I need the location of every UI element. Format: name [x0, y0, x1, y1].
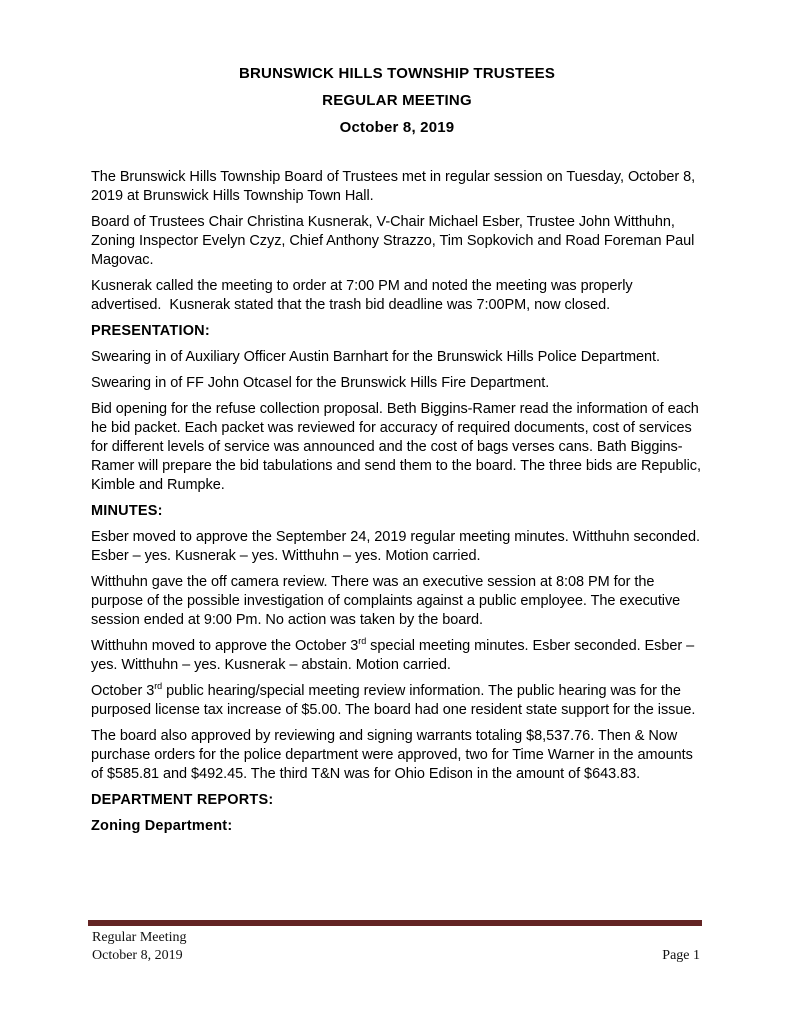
- document-body: [91, 168, 703, 836]
- public-hearing-paragraph: October 3rd public hearing/special meeting review information. The public hearing was for the purposed license tax increase of $5.00. The board had one resident state support for the issue.: [91, 681, 696, 718]
- title-line-date: October 8, 2019: [339, 119, 455, 136]
- page-footer: [88, 920, 702, 964]
- september-minutes-paragraph: Esber moved to approve the September 24, 2019 regular meeting minutes. Witthuhn seconded. Esber – yes. Kusnerak – yes. Witthuhn – yes. Motion carried.: [91, 529, 704, 564]
- footer-row: [88, 926, 702, 964]
- title-line-meeting-type: REGULAR MEETING: [322, 92, 472, 109]
- footer-left: [92, 929, 186, 964]
- minutes-heading: MINUTES:: [91, 503, 163, 519]
- swearing-fire-paragraph: Swearing in of FF John Otcasel for the Brunswick Hills Fire Department.: [91, 375, 550, 391]
- department-reports-heading: DEPARTMENT REPORTS:: [91, 792, 274, 808]
- footer-meeting-type: Regular Meeting: [92, 930, 187, 945]
- off-camera-review-paragraph: Witthuhn gave the off camera review. There was an executive session at 8:08 PM for the purpose of the possible investigation of complaints against a public employee. The executive session ended at 9:00 Pm. No action was taken by the board.: [91, 574, 685, 628]
- presentation-heading: PRESENTATION:: [91, 323, 210, 339]
- warrants-paragraph: The board also approved by reviewing and signing warrants totaling $8,537.76. Then & Now purchase orders for the police department were approved, two for Time Warner in the amounts of $585.81 and $492.45. The third T&N was for Ohio Edison in the amount of $643.83.: [91, 728, 697, 782]
- document-content: [91, 64, 703, 843]
- bid-opening-paragraph: Bid opening for the refuse collection proposal. Beth Biggins-Ramer read the information of each he bid packet. Each packet was reviewed for accuracy of required documents, cost of services for different levels of service was announced and the cost of bags verses cans. Bath Biggins-Ramer will prepare the bid tabulations and send them to the board. The three bids are Republic, Kimble and Rumpke.: [91, 401, 705, 493]
- call-to-order-paragraph: Kusnerak called the meeting to order at 7:00 PM and noted the meeting was properly advertised. Kusnerak stated that the trash bid deadline was 7:00PM, now closed.: [91, 278, 637, 313]
- intro-paragraph: The Brunswick Hills Township Board of Trustees met in regular session on Tuesday, October 8, 2019 at Brunswick Hills Township Town Hall.: [91, 169, 700, 204]
- footer-page-number: Page 1: [662, 947, 700, 963]
- document-title: [91, 64, 703, 138]
- october-3-minutes-paragraph: Witthuhn moved to approve the October 3rd special meeting minutes. Esber seconded. Esber – yes. Witthuhn – yes. Kusnerak – abstain. Motion carried.: [91, 636, 699, 673]
- title-line-organization: BRUNSWICK HILLS TOWNSHIP TRUSTEES: [238, 65, 556, 82]
- swearing-police-paragraph: Swearing in of Auxiliary Officer Austin Barnhart for the Brunswick Hills Police Department.: [91, 349, 660, 365]
- footer-meeting-date: October 8, 2019: [92, 947, 183, 963]
- attendees-paragraph: Board of Trustees Chair Christina Kusnerak, V-Chair Michael Esber, Trustee John Witthuhn, Zoning Inspector Evelyn Czyz, Chief Anthony Strazzo, Tim Sopkovich and Road Foreman Paul Magovac.: [91, 214, 699, 268]
- zoning-department-heading: Zoning Department:: [91, 818, 233, 834]
